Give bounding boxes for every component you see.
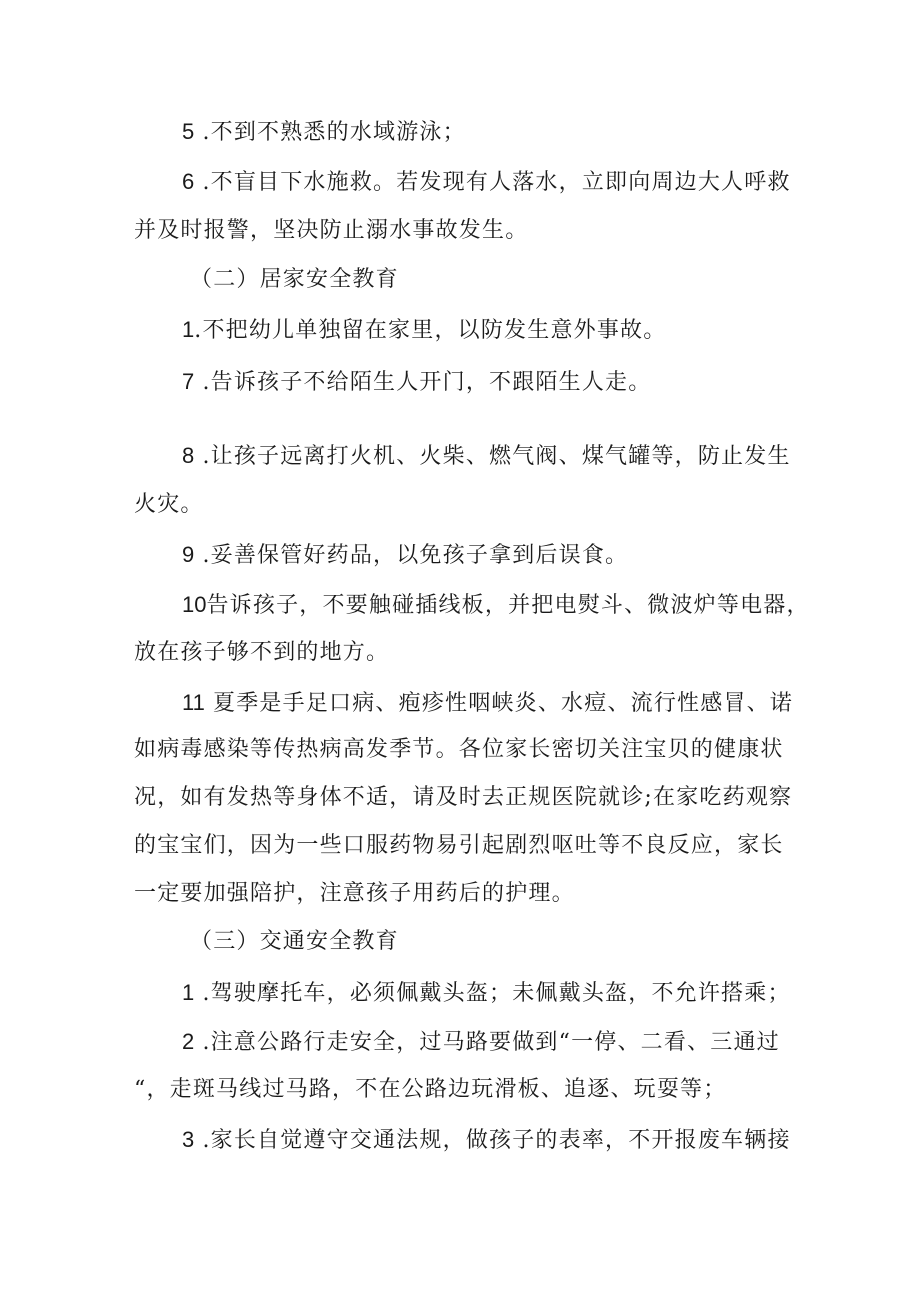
heading-text: （二）居家安全教育 — [190, 267, 399, 292]
paragraph-line — [182, 367, 651, 398]
paragraph-line — [134, 783, 792, 813]
paragraph-line — [182, 1125, 791, 1156]
line-text: 告诉孩子，不要触碰插线板，并把电熨斗、微波炉等电器， — [206, 593, 810, 618]
item-number: 3 — [182, 1127, 195, 1152]
paragraph-line — [182, 315, 666, 346]
paragraph-line — [182, 117, 466, 148]
paragraph-line — [134, 216, 528, 246]
section-heading — [190, 927, 399, 957]
item-number: 8 — [182, 443, 195, 468]
item-number: 2 — [182, 1029, 195, 1054]
item-number: 1 — [182, 317, 195, 342]
line-text: “，走斑马线过马路，不在公路边玩滑板、追逐、玩耍等； — [134, 1077, 727, 1102]
line-text: 况，如有发热等身体不适，请及时去正规医院就诊;在家吃药观察 — [134, 785, 793, 810]
line-text: 夏季是手足口病、疱疹性咽峡炎、水痘、流行性感冒、诺 — [204, 691, 794, 716]
item-number: 6 — [182, 169, 195, 194]
line-text: .妥善保管好药品，以免孩子拿到后误食。 — [194, 543, 629, 568]
line-text: 并及时报警，坚决防止溺水事故发生。 — [134, 218, 529, 243]
paragraph-line — [182, 978, 791, 1009]
paragraph-line — [134, 831, 784, 861]
paragraph-line — [134, 490, 204, 520]
line-text: 一定要加强陪护，注意孩子用药后的护理。 — [134, 881, 575, 906]
line-text: 放在孩子够不到的地方。 — [134, 640, 390, 665]
paragraph-line — [182, 1027, 780, 1058]
line-text: .家长自觉遵守交通法规，做孩子的表率，不开报废车辆接 — [194, 1128, 791, 1153]
line-text: 火灾。 — [134, 492, 204, 517]
paragraph-line — [182, 167, 791, 198]
paragraph-line — [182, 688, 793, 719]
line-text: .不到不熟悉的水域游泳； — [194, 120, 466, 145]
paragraph-line — [134, 879, 575, 909]
line-text: 如病毒感染等传热病高发季节。各位家长密切关注宝贝的健康状 — [134, 737, 784, 762]
heading-text: （三）交通安全教育 — [190, 929, 399, 954]
section-heading — [190, 265, 399, 295]
paragraph-line — [182, 540, 628, 571]
paragraph-line — [134, 735, 784, 765]
line-text: .不把幼儿单独留在家里，以防发生意外事故。 — [194, 318, 667, 343]
item-number: 7 — [182, 369, 195, 394]
line-text: .让孩子远离打火机、火柴、燃气阀、煤气罐等，防止发生 — [194, 444, 791, 469]
line-text: 的宝宝们，因为一些口服药物易引起剧烈呕吐等不良反应，家长 — [134, 833, 784, 858]
line-text: .驾驶摩托车，必须佩戴头盔；未佩戴头盔，不允许搭乘； — [194, 981, 791, 1006]
paragraph-line — [134, 1075, 726, 1105]
item-number: 10 — [182, 592, 207, 617]
item-number: 11 — [182, 690, 205, 715]
paragraph-line — [134, 638, 389, 668]
item-number: 1 — [182, 980, 195, 1005]
line-text: .不盲目下水施救。若发现有人落水，立即向周边大人呼救 — [194, 170, 791, 195]
line-text: .告诉孩子不给陌生人开门，不跟陌生人走。 — [194, 370, 652, 395]
line-text: .注意公路行走安全，过马路要做到“一停、二看、三通过 — [194, 1030, 780, 1055]
paragraph-line — [182, 590, 810, 621]
item-number: 9 — [182, 542, 195, 567]
paragraph-line — [182, 441, 791, 472]
item-number: 5 — [182, 119, 195, 144]
